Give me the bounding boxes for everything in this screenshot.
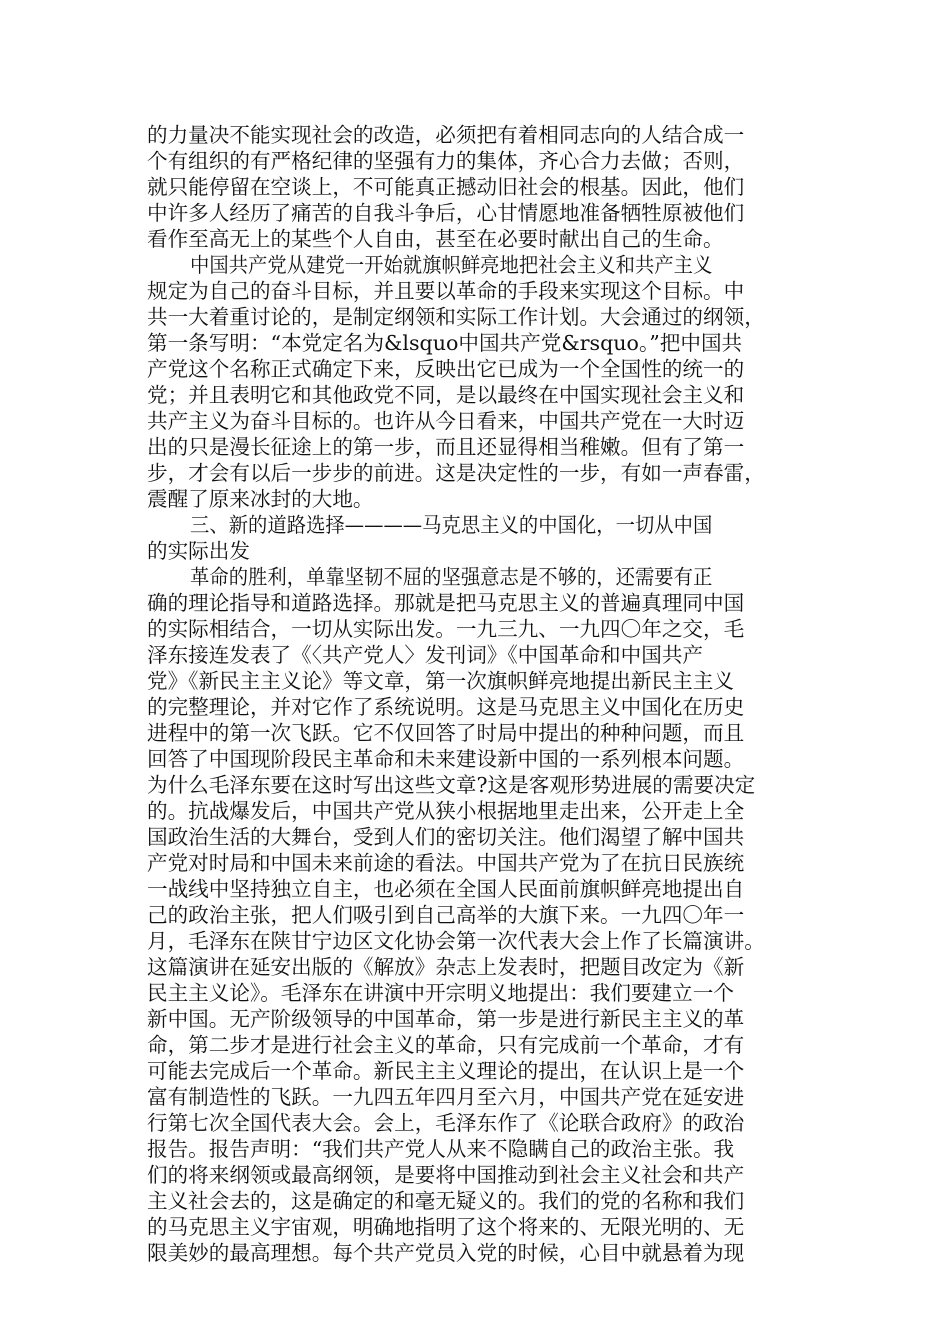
text-line: 共产主义为奋斗目标的。也许从今日看来，中国共产党在一大时迈 [147,409,745,433]
text-line: 党》《新民主主义论》等文章，第一次旗帜鲜亮地提出新民主主义 [147,669,734,693]
text-line: 为什么毛泽东要在这时写出这些文章?这是客观形势进展的需要决定 [147,773,756,797]
text-line: 就只能停留在空谈上，不可能真正撼动旧社会的根基。因此，他们 [147,175,745,199]
text-line: 震醒了原来冰封的大地。 [147,487,374,511]
text-line: 中许多人经历了痛苦的自我斗争后，心甘情愿地准备牺牲原被他们 [147,201,745,225]
paragraph-first-line: 革命的胜利，单靠坚韧不屈的坚强意志是不够的，还需要有正 [190,565,713,589]
text-line: 共一大着重讨论的，是制定纲领和实际工作计划。大会通过的纲领， [147,305,765,329]
text-line: 这篇演讲在延安出版的《解放》杂志上发表时，把题目改定为《新 [147,955,745,979]
text-line: 进程中的第一次飞跃。它不仅回答了时局中提出的种种问题，而且 [147,721,745,745]
text-line: 可能去完成后一个革命。新民主主义理论的提出，在认识上是一个 [147,1059,745,1083]
text-line: 党；并且表明它和其他政党不同，是以最终在中国实现社会主义和 [147,383,745,407]
section-heading-line: 的实际出发 [147,539,250,563]
text-line: 行第七次全国代表大会。会上，毛泽东作了《论联合政府》的政治 [147,1111,745,1135]
text-line: 的完整理论，并对它作了系统说明。这是马克思主义中国化在历史 [147,695,745,719]
text-line: 回答了中国现阶段民主革命和未来建设新中国的一系列根本问题。 [147,747,745,771]
text-line: 们的将来纲领或最高纲领，是要将中国推动到社会主义社会和共产 [147,1163,745,1187]
text-line: 新中国。无产阶级领导的中国革命，第一步是进行新民主主义的革 [147,1007,745,1031]
text-line: 主义社会去的，这是确定的和毫无疑义的。我们的党的名称和我们 [147,1189,745,1213]
text-line: 报告。报告声明：“我们共产党人从来不隐瞒自己的政治主张。我 [147,1137,735,1161]
text-line: 富有制造性的飞跃。一九四五年四月至六月，中国共产党在延安进 [147,1085,745,1109]
text-line: 个有组织的有严格纪律的坚强有力的集体，齐心合力去做；否则， [147,149,745,173]
text-line: 的。抗战爆发后，中国共产党从狭小根据地里走出来，公开走上全 [147,799,745,823]
text-line: 出的只是漫长征途上的第一步，而且还显得相当稚嫩。但有了第一 [147,435,745,459]
text-line: 民主主义论》。毛泽东在讲演中开宗明义地提出：我们要建立一个 [147,981,734,1005]
text-line: 产党对时局和中国未来前途的看法。中国共产党为了在抗日民族统 [147,851,745,875]
section-heading-line: 三、新的道路选择————马克思主义的中国化，一切从中国 [190,513,713,537]
text-line: 己的政治主张，把人们吸引到自己高举的大旗下来。一九四〇年一 [147,903,745,927]
text-line: 月，毛泽东在陕甘宁边区文化协会第一次代表大会上作了长篇演讲。 [147,929,765,953]
text-line: 的马克思主义宇宙观，明确地指明了这个将来的、无限光明的、无 [147,1215,745,1239]
text-line: 步，才会有以后一步步的前进。这是决定性的一步，有如一声春雷， [147,461,765,485]
text-line: 规定为自己的奋斗目标，并且要以革命的手段来实现这个目标。中 [147,279,745,303]
text-line: 命，第二步才是进行社会主义的革命，只有完成前一个革命，才有 [147,1033,745,1057]
text-line: 确的理论指导和道路选择。那就是把马克思主义的普遍真理同中国 [147,591,745,615]
text-line: 看作至高无上的某些个人自由，甚至在必要时献出自己的生命。 [147,227,724,251]
text-line: 一战线中坚持独立自主，也必须在全国人民面前旗帜鲜亮地提出自 [147,877,745,901]
paragraph-first-line: 中国共产党从建党一开始就旗帜鲜亮地把社会主义和共产主义 [190,253,713,277]
text-line: 泽东接连发表了《〈共产党人〉发刊词》《中国革命和中国共产 [147,643,704,667]
text-line: 的力量决不能实现社会的改造，必须把有着相同志向的人结合成一 [147,123,745,147]
text-line: 限美妙的最高理想。每个共产党员入党的时候，心目中就悬着为现 [147,1241,745,1265]
text-line: 产党这个名称正式确定下来，反映出它已成为一个全国性的统一的 [147,357,745,381]
text-line: 国政治生活的大舞台，受到人们的密切关注。他们渴望了解中国共 [147,825,745,849]
text-line: 的实际相结合，一切从实际出发。一九三九、一九四〇年之交，毛 [147,617,745,641]
text-line: 第一条写明：“本党定名为&lsquo中国共产党&rsquo。”把中国共 [147,331,743,355]
